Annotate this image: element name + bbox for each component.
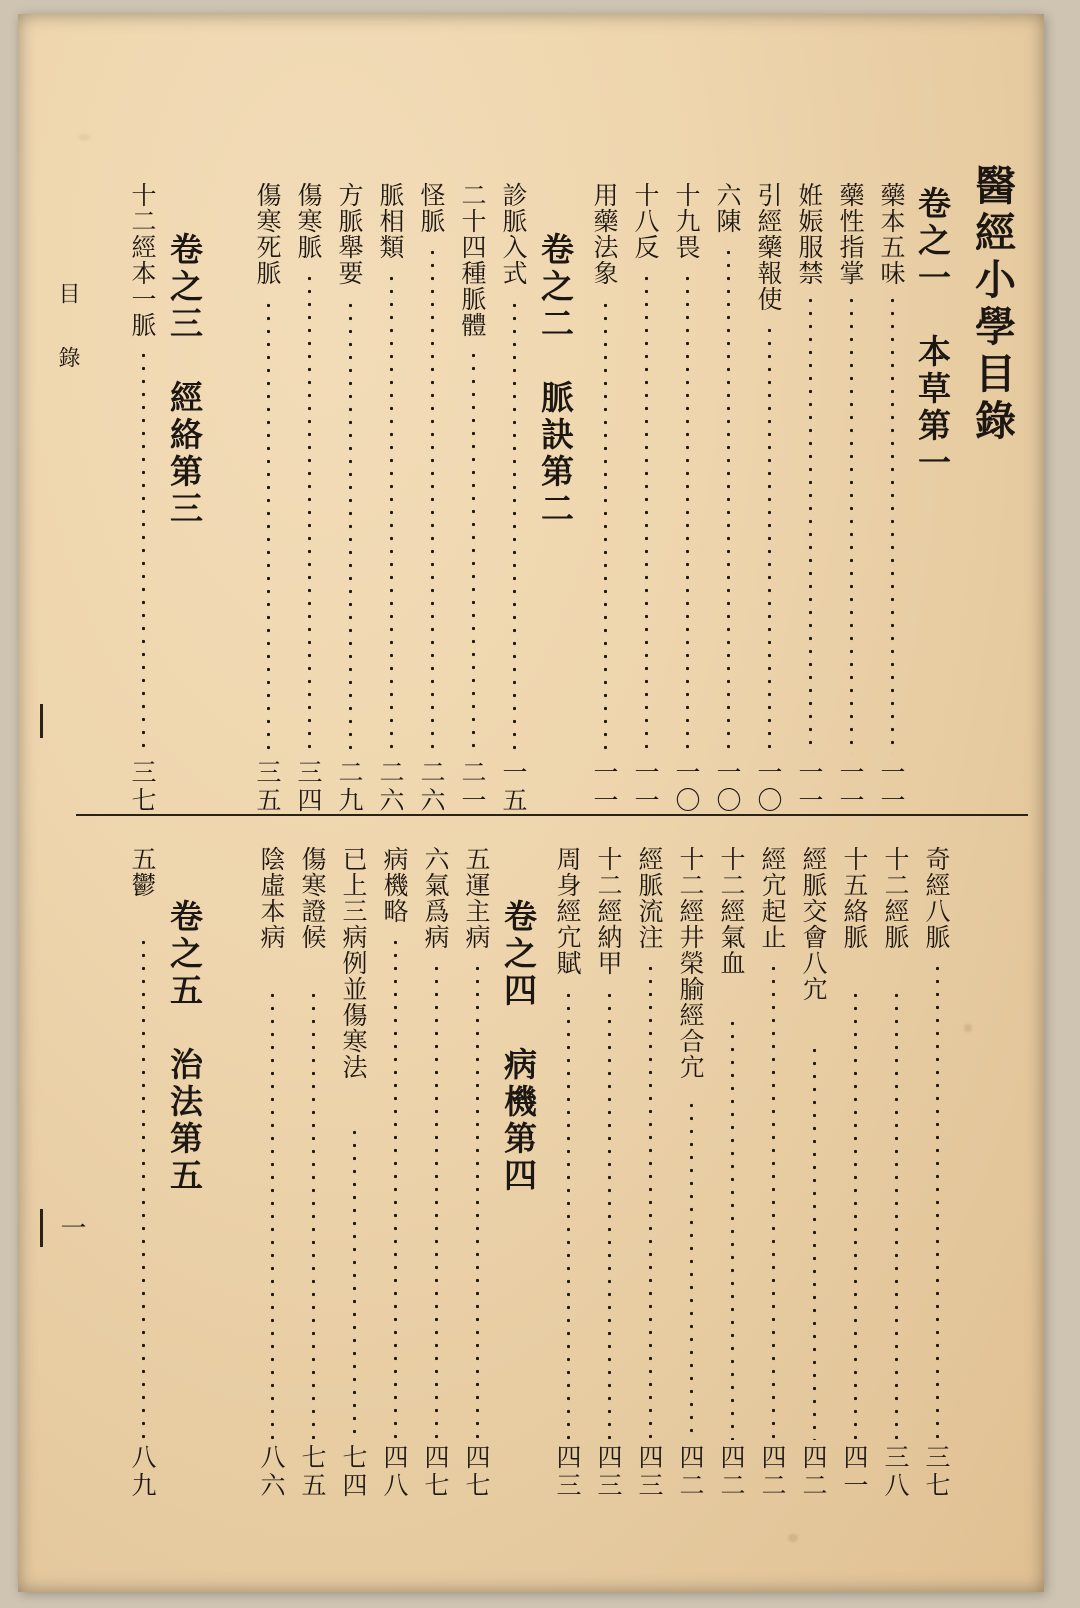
toc-entry-page: 四三 [553, 1444, 582, 1500]
toc-entry-page: 二一 [458, 759, 487, 815]
toc-entry-label[interactable]: 十二經納甲 [594, 846, 623, 976]
toc-entry-label[interactable]: 用藥法象 [590, 182, 619, 286]
leader-dots [809, 294, 812, 754]
leader-dots [608, 989, 611, 1440]
toc-entry-label[interactable]: 病機略 [380, 846, 409, 924]
toc-entry-label[interactable]: 二十四種脈體 [458, 182, 487, 338]
toc-entry-label[interactable]: 藥本五味 [877, 182, 906, 286]
leader-dots [476, 962, 479, 1440]
toc-entry-page: 七四 [339, 1444, 368, 1500]
toc-entry-label[interactable]: 診脈入式 [499, 182, 528, 286]
fold-tick-top [40, 704, 43, 738]
toc-entry-label[interactable]: 已上三病例並傷寒法 [339, 846, 368, 1080]
leader-dots [686, 272, 689, 754]
toc-entry-page: 四二 [758, 1444, 787, 1500]
toc-entry-page: 一一 [795, 759, 824, 815]
leader-dots [604, 299, 607, 754]
leader-dots [390, 272, 393, 754]
paper-blot [78, 134, 90, 141]
toc-entry-page: 一一 [631, 759, 660, 815]
toc-entry-label[interactable]: 十二經本一脈 [128, 182, 157, 338]
leader-dots [813, 1044, 816, 1440]
toc-entry-page: 二六 [376, 759, 405, 815]
toc-entry-label[interactable]: 傷寒證候 [298, 846, 327, 950]
leader-dots [731, 1017, 734, 1440]
toc-entry-page: 四七 [462, 1444, 491, 1500]
toc-entry-page: 四二 [799, 1444, 828, 1500]
toc-entry-label[interactable]: 奇經八脈 [922, 846, 951, 950]
leader-dots [353, 1126, 356, 1440]
toc-entry-page: 一〇 [672, 759, 701, 815]
toc-entry-label[interactable]: 六氣爲病 [421, 846, 450, 950]
page-title: 醫經小學目錄 [968, 164, 1016, 446]
toc-entry-page: 八六 [257, 1444, 286, 1500]
toc-entry-page: 三四 [294, 759, 323, 815]
toc-entry-label[interactable]: 引經藥報使 [754, 182, 783, 312]
toc-entry-label[interactable]: 陰虛本病 [257, 846, 286, 950]
leader-dots [936, 962, 939, 1440]
leader-dots [271, 989, 274, 1440]
leader-dots [142, 349, 145, 754]
toc-entry-page: 四三 [635, 1444, 664, 1500]
toc-entry-label[interactable]: 脈相類 [376, 182, 405, 260]
toc-entry-page: 四一 [840, 1444, 869, 1500]
leader-dots [349, 299, 352, 754]
leader-dots [895, 989, 898, 1440]
toc-entry-page: 三七 [128, 759, 157, 815]
toc-entry-page: 四八 [380, 1444, 409, 1500]
toc-entry-page: 一一 [877, 759, 906, 815]
toc-entry-label[interactable]: 十八反 [631, 182, 660, 260]
toc-entry-page: 二九 [335, 759, 364, 815]
volume-heading-3: 卷之三 經絡第三 [165, 232, 204, 528]
toc-entry-page: 三七 [922, 1444, 951, 1500]
leader-dots [312, 989, 315, 1440]
page-paper [18, 14, 1044, 1592]
toc-entry-page: 八九 [128, 1444, 157, 1500]
toc-entry-label[interactable]: 經宂起止 [758, 846, 787, 950]
leader-dots [850, 294, 853, 754]
toc-entry-label[interactable]: 姙娠服禁 [795, 182, 824, 286]
leader-dots [690, 1099, 693, 1440]
leader-dots [772, 962, 775, 1440]
toc-entry-page: 四二 [676, 1444, 705, 1500]
leader-dots [891, 294, 894, 754]
leader-dots [267, 299, 270, 754]
leader-dots [727, 246, 730, 754]
volume-heading-1: 卷之一 本草第一 [913, 186, 952, 482]
toc-entry-page: 三五 [253, 759, 282, 815]
toc-entry-label[interactable]: 十二經脈 [881, 846, 910, 950]
leader-dots [142, 936, 145, 1440]
toc-entry-page: 二六 [417, 759, 446, 815]
running-head: 目 錄 [55, 282, 80, 378]
toc-entry-label[interactable]: 五鬱 [128, 846, 157, 898]
leader-dots [645, 272, 648, 754]
fold-tick-bottom [40, 1209, 43, 1247]
volume-heading-4: 卷之四 病機第四 [499, 899, 538, 1195]
toc-entry-label[interactable]: 五運主病 [462, 846, 491, 950]
leader-dots [567, 989, 570, 1440]
leader-dots [431, 246, 434, 754]
toc-entry-page: 三八 [881, 1444, 910, 1500]
volume-heading-2: 卷之二 脈訣第二 [536, 232, 575, 528]
leader-dots [308, 272, 311, 754]
toc-entry-label[interactable]: 藥性指掌 [836, 182, 865, 286]
toc-entry-label[interactable]: 十九畏 [672, 182, 701, 260]
toc-entry-label[interactable]: 十二經氣血 [717, 846, 746, 976]
leader-dots [472, 349, 475, 754]
toc-entry-page: 一一 [590, 759, 619, 815]
toc-entry-label[interactable]: 十二經井榮腧經合宂 [676, 846, 705, 1080]
toc-entry-page: 一五 [499, 759, 528, 815]
toc-entry-label[interactable]: 周身經宂賦 [553, 846, 582, 976]
toc-entry-label[interactable]: 經脈流注 [635, 846, 664, 950]
toc-entry-page: 四二 [717, 1444, 746, 1500]
toc-entry-label[interactable]: 怪脈 [417, 182, 446, 234]
toc-entry-page: 四三 [594, 1444, 623, 1500]
toc-entry-page: 一〇 [713, 759, 742, 815]
toc-entry-page: 七五 [298, 1444, 327, 1500]
toc-entry-page: 四七 [421, 1444, 450, 1500]
toc-entry-label[interactable]: 十五絡脈 [840, 846, 869, 950]
toc-entry-label[interactable]: 經脈交會八宂 [799, 846, 828, 1002]
leader-dots [435, 962, 438, 1440]
leader-dots [649, 962, 652, 1440]
toc-entry-label[interactable]: 傷寒死脈 [253, 182, 282, 286]
toc-entry-label[interactable]: 方脈舉要 [335, 182, 364, 286]
paper-blot [964, 1024, 972, 1032]
leader-dots [513, 299, 516, 754]
leader-dots [394, 936, 397, 1440]
volume-heading-5: 卷之五 治法第五 [165, 899, 204, 1195]
folio-bottom: 一 [56, 1214, 86, 1242]
leader-dots [854, 989, 857, 1440]
leader-dots [768, 324, 771, 754]
toc-entry-page: 一一 [836, 759, 865, 815]
toc-entry-label[interactable]: 六陳 [713, 182, 742, 234]
toc-entry-label[interactable]: 傷寒脈 [294, 182, 323, 260]
paper-blot [788, 1534, 798, 1542]
toc-entry-page: 一〇 [754, 759, 783, 815]
